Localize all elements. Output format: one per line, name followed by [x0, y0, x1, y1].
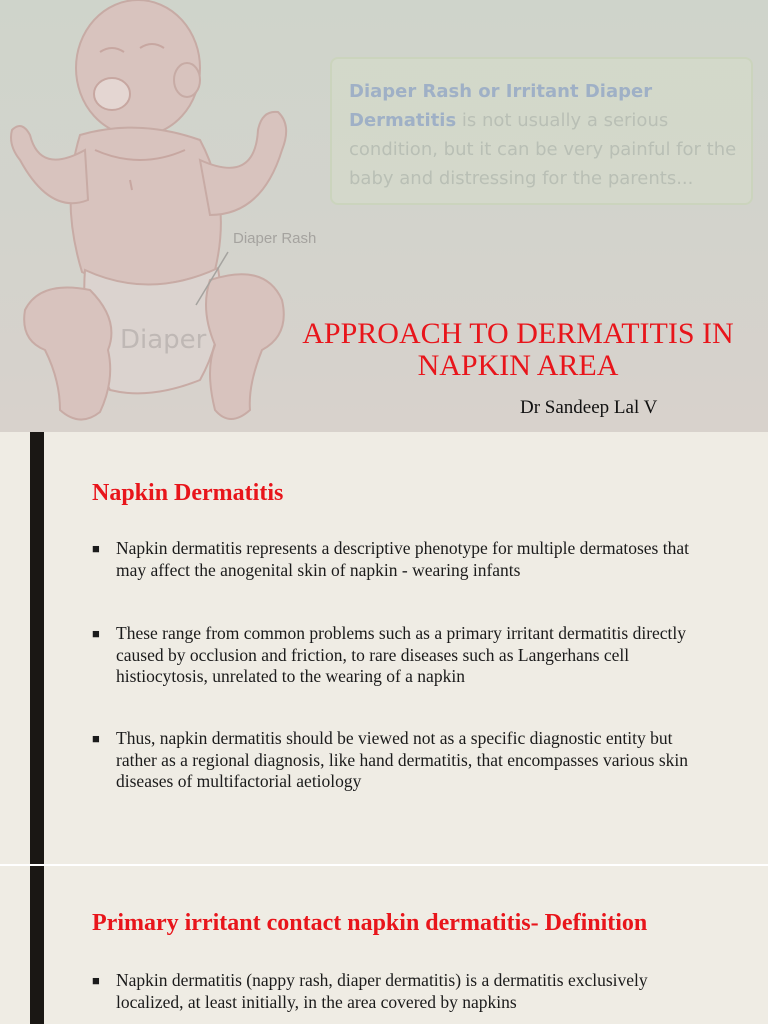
title-slide — [0, 0, 768, 432]
bullet-text: These range from common problems such as a primary irritant dermatitis directly caused by occlusion and friction, to rare diseases such as Langerhans cell histiocytosis, unrelated to the wearing of a napkin — [116, 623, 687, 686]
diaper-text: Diaper — [120, 325, 207, 355]
bullet-square-icon: ■ — [92, 626, 100, 641]
presentation-title: APPROACH TO DERMATITIS IN NAPKIN AREA — [302, 317, 734, 382]
quote-callout — [330, 57, 753, 205]
list-item — [92, 623, 712, 688]
list-item — [92, 970, 712, 1013]
callout-bold-text: Diaper Rash or Irritant Diaper Dermatitis — [349, 81, 653, 131]
slide-napkin-dermatitis — [0, 432, 768, 864]
bullet-text: Thus, napkin dermatitis should be viewed not as a specific diagnostic entity but rather as a regional diagnosis, like hand dermatitis, that encompasses various skin diseases of multifactorial aetiology — [116, 728, 689, 791]
author-name: Dr Sandeep Lal V — [520, 397, 658, 418]
bullet-square-icon: ■ — [92, 731, 100, 746]
bullet-text: Napkin dermatitis represents a descriptive phenotype for multiple dermatoses that may affect the anogenital skin of napkin - wearing infants — [116, 538, 689, 580]
slide-heading: Napkin Dermatitis — [92, 480, 284, 506]
left-accent-bar — [30, 432, 44, 864]
left-accent-bar — [30, 866, 44, 1024]
slide-heading: Primary irritant contact napkin dermatitis- Definition — [92, 910, 648, 936]
list-item — [92, 728, 712, 793]
list-item — [92, 538, 712, 581]
illustration-label: Diaper Rash — [233, 230, 317, 247]
callout-text: is not usually a serious condition, but it can be very painful for the baby and distressing for the parents... — [349, 110, 737, 189]
bullet-text: Napkin dermatitis (nappy rash, diaper dermatitis) is a dermatitis exclusively localized, at least initially, in the area covered by napkins — [116, 970, 648, 1012]
slide-primary-irritant-definition — [0, 866, 768, 1024]
crying-baby-illustration — [0, 0, 330, 432]
bullet-square-icon: ■ — [92, 541, 100, 556]
bullet-square-icon: ■ — [92, 973, 100, 988]
